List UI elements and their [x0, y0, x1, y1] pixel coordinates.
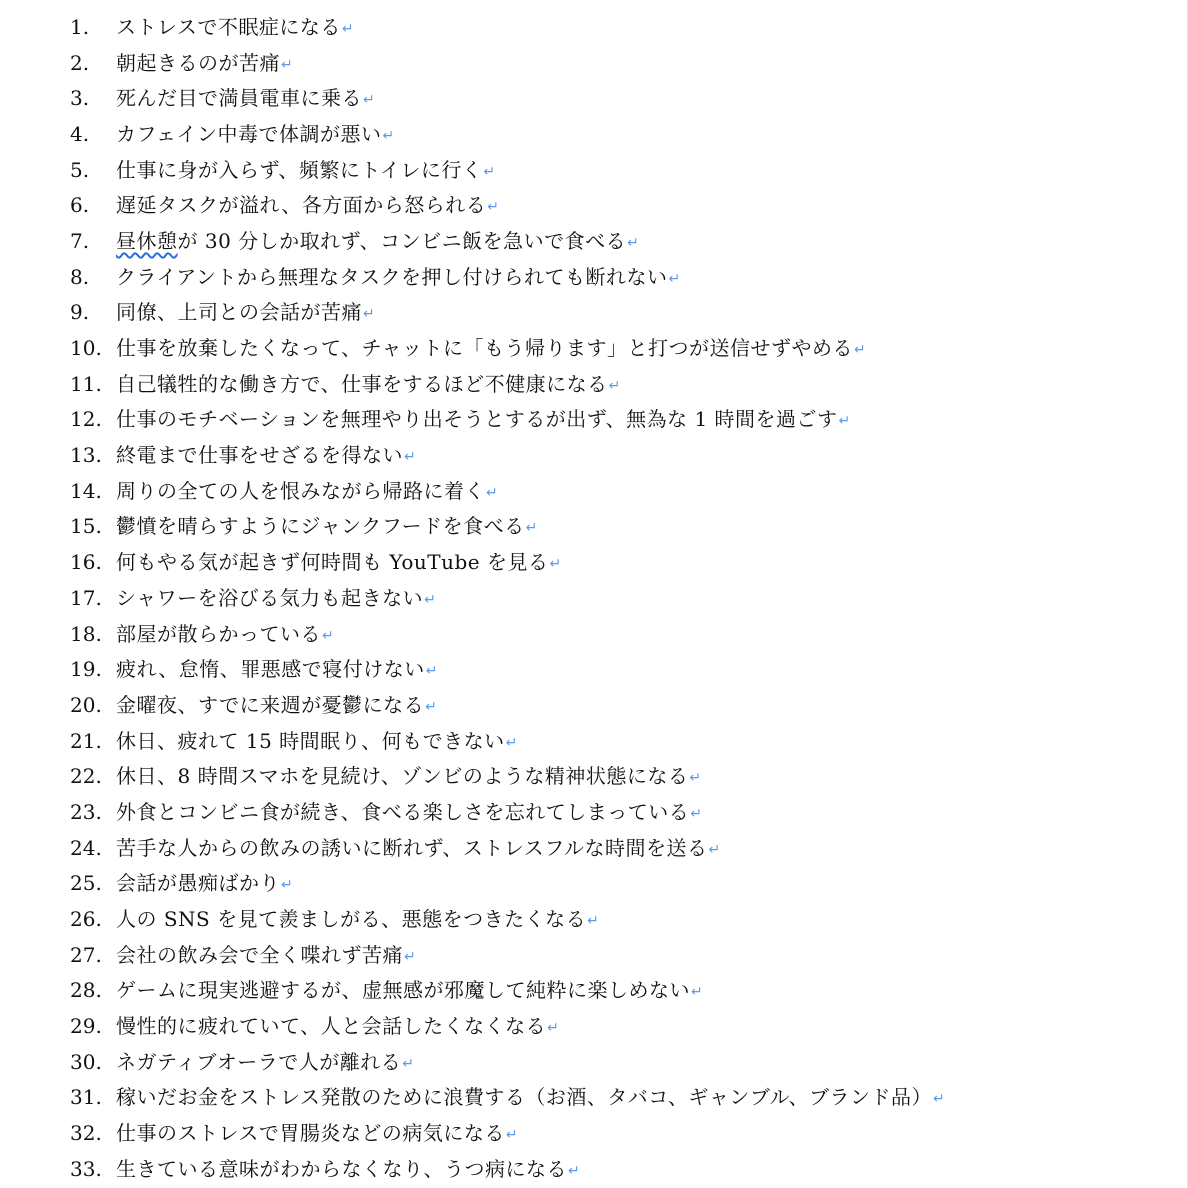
paragraph-mark-icon: ↵ [549, 556, 562, 573]
paragraph-mark-icon: ↵ [382, 127, 395, 144]
list-item-number: 30. [70, 1049, 102, 1074]
list-item-text [116, 835, 708, 860]
paragraph-mark-icon: ↵ [854, 342, 866, 359]
list-item [0, 758, 1188, 794]
list-item-text [116, 371, 608, 396]
list-item [0, 330, 1188, 366]
paragraph-mark-icon: ↵ [525, 520, 538, 537]
list-item [0, 402, 1188, 438]
list-item-body: が 30 分しか取れず、コンビニ飯を急いで食べる [177, 228, 627, 253]
list-item-body: 仕事のストレスで胃腸炎などの病気になる [116, 1121, 505, 1146]
list-item-number: 2. [70, 50, 90, 75]
list-item-text [116, 657, 425, 682]
list-item-body: 鬱憤を晴らすようにジャンクフードを食べる [116, 514, 525, 539]
paragraph-mark-icon: ↵ [547, 1020, 559, 1037]
numbered-list [0, 9, 1188, 1187]
list-item [0, 9, 1188, 45]
list-item-number: 13. [70, 443, 102, 468]
paragraph-mark-icon: ↵ [322, 627, 334, 644]
paragraph-mark-icon: ↵ [668, 270, 681, 287]
list-item-text [116, 193, 487, 218]
list-item-body: カフェイン中毒で体調が悪い [116, 121, 382, 146]
list-item-body: 周りの全ての人を恨みながら帰路に着く [116, 478, 485, 503]
list-item-number: 19. [70, 657, 102, 682]
list-item-text [116, 799, 690, 824]
list-item-body: 苦手な人からの飲みの誘いに断れず、ストレスフルな時間を送る [116, 835, 708, 860]
list-item-text [116, 764, 689, 789]
list-item-text [116, 86, 362, 111]
list-item-number: 6. [70, 193, 90, 218]
document-page [0, 9, 1188, 1187]
list-item [0, 80, 1188, 116]
list-item-number: 12. [70, 407, 102, 432]
list-item [0, 366, 1188, 402]
list-item-body: 遅延タスクが溢れ、各方面から怒られる [116, 193, 487, 218]
list-item [0, 1080, 1188, 1116]
list-item [0, 1115, 1188, 1151]
list-item-body: 朝起きるのが苦痛 [116, 50, 280, 75]
list-item-number: 22. [70, 764, 102, 789]
paragraph-mark-icon: ↵ [627, 234, 639, 251]
paragraph-mark-icon: ↵ [505, 1127, 518, 1144]
list-item-number: 14. [70, 478, 102, 503]
list-item-text [116, 585, 424, 610]
paragraph-mark-icon: ↵ [425, 698, 437, 715]
list-item-number: 31. [70, 1085, 102, 1110]
paragraph-mark-icon: ↵ [568, 1162, 580, 1179]
paragraph-mark-icon: ↵ [689, 770, 702, 787]
list-item-body: 自己犠牲的な働き方で、仕事をするほど不健康になる [116, 371, 608, 396]
list-item-number: 3. [70, 86, 90, 111]
list-item [0, 223, 1188, 259]
list-item-number: 33. [70, 1156, 102, 1181]
list-item-body: 金曜夜、すでに来週が憂鬱になる [116, 692, 425, 717]
list-item-number: 11. [70, 371, 102, 396]
list-item-number: 25. [70, 871, 102, 896]
list-item-body: 会話が愚痴ばかり [116, 871, 280, 896]
spellcheck-underlined-text: 昼休憩 [116, 228, 178, 253]
list-item-number: 8. [70, 264, 90, 289]
list-item [0, 830, 1188, 866]
paragraph-mark-icon: ↵ [424, 591, 436, 608]
list-item-number: 23. [70, 799, 102, 824]
paragraph-mark-icon: ↵ [425, 663, 438, 680]
list-item-number: 15. [70, 514, 102, 539]
list-item-body: ゲームに現実逃避するが、虚無感が邪魔して純粋に楽しめない [116, 978, 690, 1003]
paragraph-mark-icon: ↵ [587, 913, 599, 930]
list-item-body: クライアントから無理なタスクを押し付けられても断れない [116, 264, 668, 289]
list-item-body: ストレスで不眠症になる [116, 14, 341, 39]
list-item-body: 仕事のモチベーションを無理やり出そうとするが出ず、無為な 1 時間を過ごす [116, 407, 838, 432]
list-item-body: 終電まで仕事をせざるを得ない [116, 443, 403, 468]
list-item-text [116, 443, 403, 468]
list-item-number: 9. [70, 300, 90, 325]
list-item [0, 580, 1188, 616]
list-item-number: 21. [70, 728, 102, 753]
list-item [0, 544, 1188, 580]
list-item-body: 稼いだお金をストレス発散のために浪費する（お酒、タバコ、ギャンブル、ブランド品） [116, 1085, 932, 1110]
list-item [0, 1151, 1188, 1187]
list-item-body: 休日、疲れて 15 時間眠り、何もできない [116, 728, 505, 753]
list-item-number: 26. [70, 907, 102, 932]
list-item-number: 1. [70, 14, 90, 39]
list-item-number: 5. [70, 157, 90, 182]
list-item [0, 973, 1188, 1009]
list-item-body: 疲れ、怠惰、罪悪感で寝付けない [116, 657, 425, 682]
list-item-text [116, 264, 668, 289]
list-item [0, 651, 1188, 687]
list-item [0, 437, 1188, 473]
list-item-text [116, 478, 485, 503]
list-item [0, 937, 1188, 973]
list-item-body: シャワーを浴びる気力も起きない [116, 585, 424, 610]
paragraph-mark-icon: ↵ [708, 841, 721, 858]
list-item [0, 1008, 1188, 1044]
list-item [0, 1044, 1188, 1080]
list-item [0, 187, 1188, 223]
list-item-text [116, 692, 425, 717]
paragraph-mark-icon: ↵ [690, 805, 702, 822]
list-item [0, 116, 1188, 152]
list-item [0, 866, 1188, 902]
list-item-number: 18. [70, 621, 102, 646]
list-item-text [116, 907, 587, 932]
list-item-text [116, 157, 483, 182]
list-item-number: 10. [70, 336, 102, 361]
paragraph-mark-icon: ↵ [281, 56, 293, 73]
list-item-body: ネガティブオーラで人が離れる [116, 1049, 402, 1074]
list-item-body: 人の SNS を見て羨ましがる、悪態をつきたくなる [116, 907, 587, 932]
list-item-number: 16. [70, 550, 102, 575]
paragraph-mark-icon: ↵ [487, 199, 499, 216]
list-item-text [116, 300, 362, 325]
list-item-text [116, 871, 280, 896]
list-item [0, 794, 1188, 830]
list-item-number: 20. [70, 692, 102, 717]
list-item-number: 24. [70, 835, 102, 860]
paragraph-mark-icon: ↵ [404, 449, 416, 466]
list-item-text [116, 1049, 402, 1074]
list-item-body: 外食とコンビニ食が続き、食べる楽しさを忘れてしまっている [116, 799, 690, 824]
list-item [0, 259, 1188, 295]
list-item [0, 152, 1188, 188]
list-item-text [116, 550, 549, 575]
list-item-text [116, 942, 403, 967]
paragraph-mark-icon: ↵ [933, 1091, 945, 1108]
list-item-text [116, 1085, 932, 1110]
list-item-text [116, 50, 280, 75]
list-item-text [116, 336, 853, 361]
list-item-body: 部屋が散らかっている [116, 621, 321, 646]
list-item-body: 何もやる気が起きず何時間も YouTube を見る [116, 550, 549, 575]
paragraph-mark-icon: ↵ [363, 92, 375, 109]
list-item [0, 901, 1188, 937]
paragraph-mark-icon: ↵ [691, 984, 703, 1001]
list-item-body: 生きている意味がわからなくなり、うつ病になる [116, 1156, 567, 1181]
list-item-body: 休日、8 時間スマホを見続け、ゾンビのような精神状態になる [116, 764, 689, 789]
list-item-text [116, 121, 382, 146]
list-item-text [116, 228, 627, 253]
paragraph-mark-icon: ↵ [404, 948, 416, 965]
list-item-number: 4. [70, 121, 90, 146]
paragraph-mark-icon: ↵ [483, 163, 496, 180]
list-item-number: 17. [70, 585, 102, 610]
list-item-text [116, 1014, 547, 1039]
list-item-number: 27. [70, 942, 102, 967]
list-item-text [116, 621, 321, 646]
list-item-number: 7. [70, 228, 90, 253]
paragraph-mark-icon: ↵ [505, 734, 518, 751]
list-item-text [116, 1121, 505, 1146]
list-item-body: 仕事に身が入らず、頻繁にトイレに行く [116, 157, 483, 182]
list-item-text [116, 1156, 567, 1181]
list-item-text [116, 514, 525, 539]
list-item-text [116, 407, 838, 432]
list-item-number: 29. [70, 1014, 102, 1039]
list-item [0, 687, 1188, 723]
paragraph-mark-icon: ↵ [838, 413, 851, 430]
list-item [0, 616, 1188, 652]
list-item-body: 慢性的に疲れていて、人と会話したくなくなる [116, 1014, 547, 1039]
list-item-number: 28. [70, 978, 102, 1003]
list-item-text [116, 978, 690, 1003]
list-item-body: 死んだ目で満員電車に乗る [116, 86, 362, 111]
list-item-body: 仕事を放棄したくなって、チャットに「もう帰ります」と打つが送信せずやめる [116, 336, 853, 361]
list-item-number: 32. [70, 1121, 102, 1146]
list-item [0, 723, 1188, 759]
list-item-body: 会社の飲み会で全く喋れず苦痛 [116, 942, 403, 967]
list-item-text [116, 14, 341, 39]
paragraph-mark-icon: ↵ [363, 306, 375, 323]
paragraph-mark-icon: ↵ [608, 377, 621, 394]
list-item [0, 473, 1188, 509]
paragraph-mark-icon: ↵ [281, 877, 293, 894]
list-item-text [116, 728, 505, 753]
paragraph-mark-icon: ↵ [486, 484, 498, 501]
paragraph-mark-icon: ↵ [341, 20, 354, 37]
list-item [0, 45, 1188, 81]
list-item-body: 同僚、上司との会話が苦痛 [116, 300, 362, 325]
list-item [0, 509, 1188, 545]
paragraph-mark-icon: ↵ [402, 1055, 414, 1072]
list-item [0, 295, 1188, 331]
